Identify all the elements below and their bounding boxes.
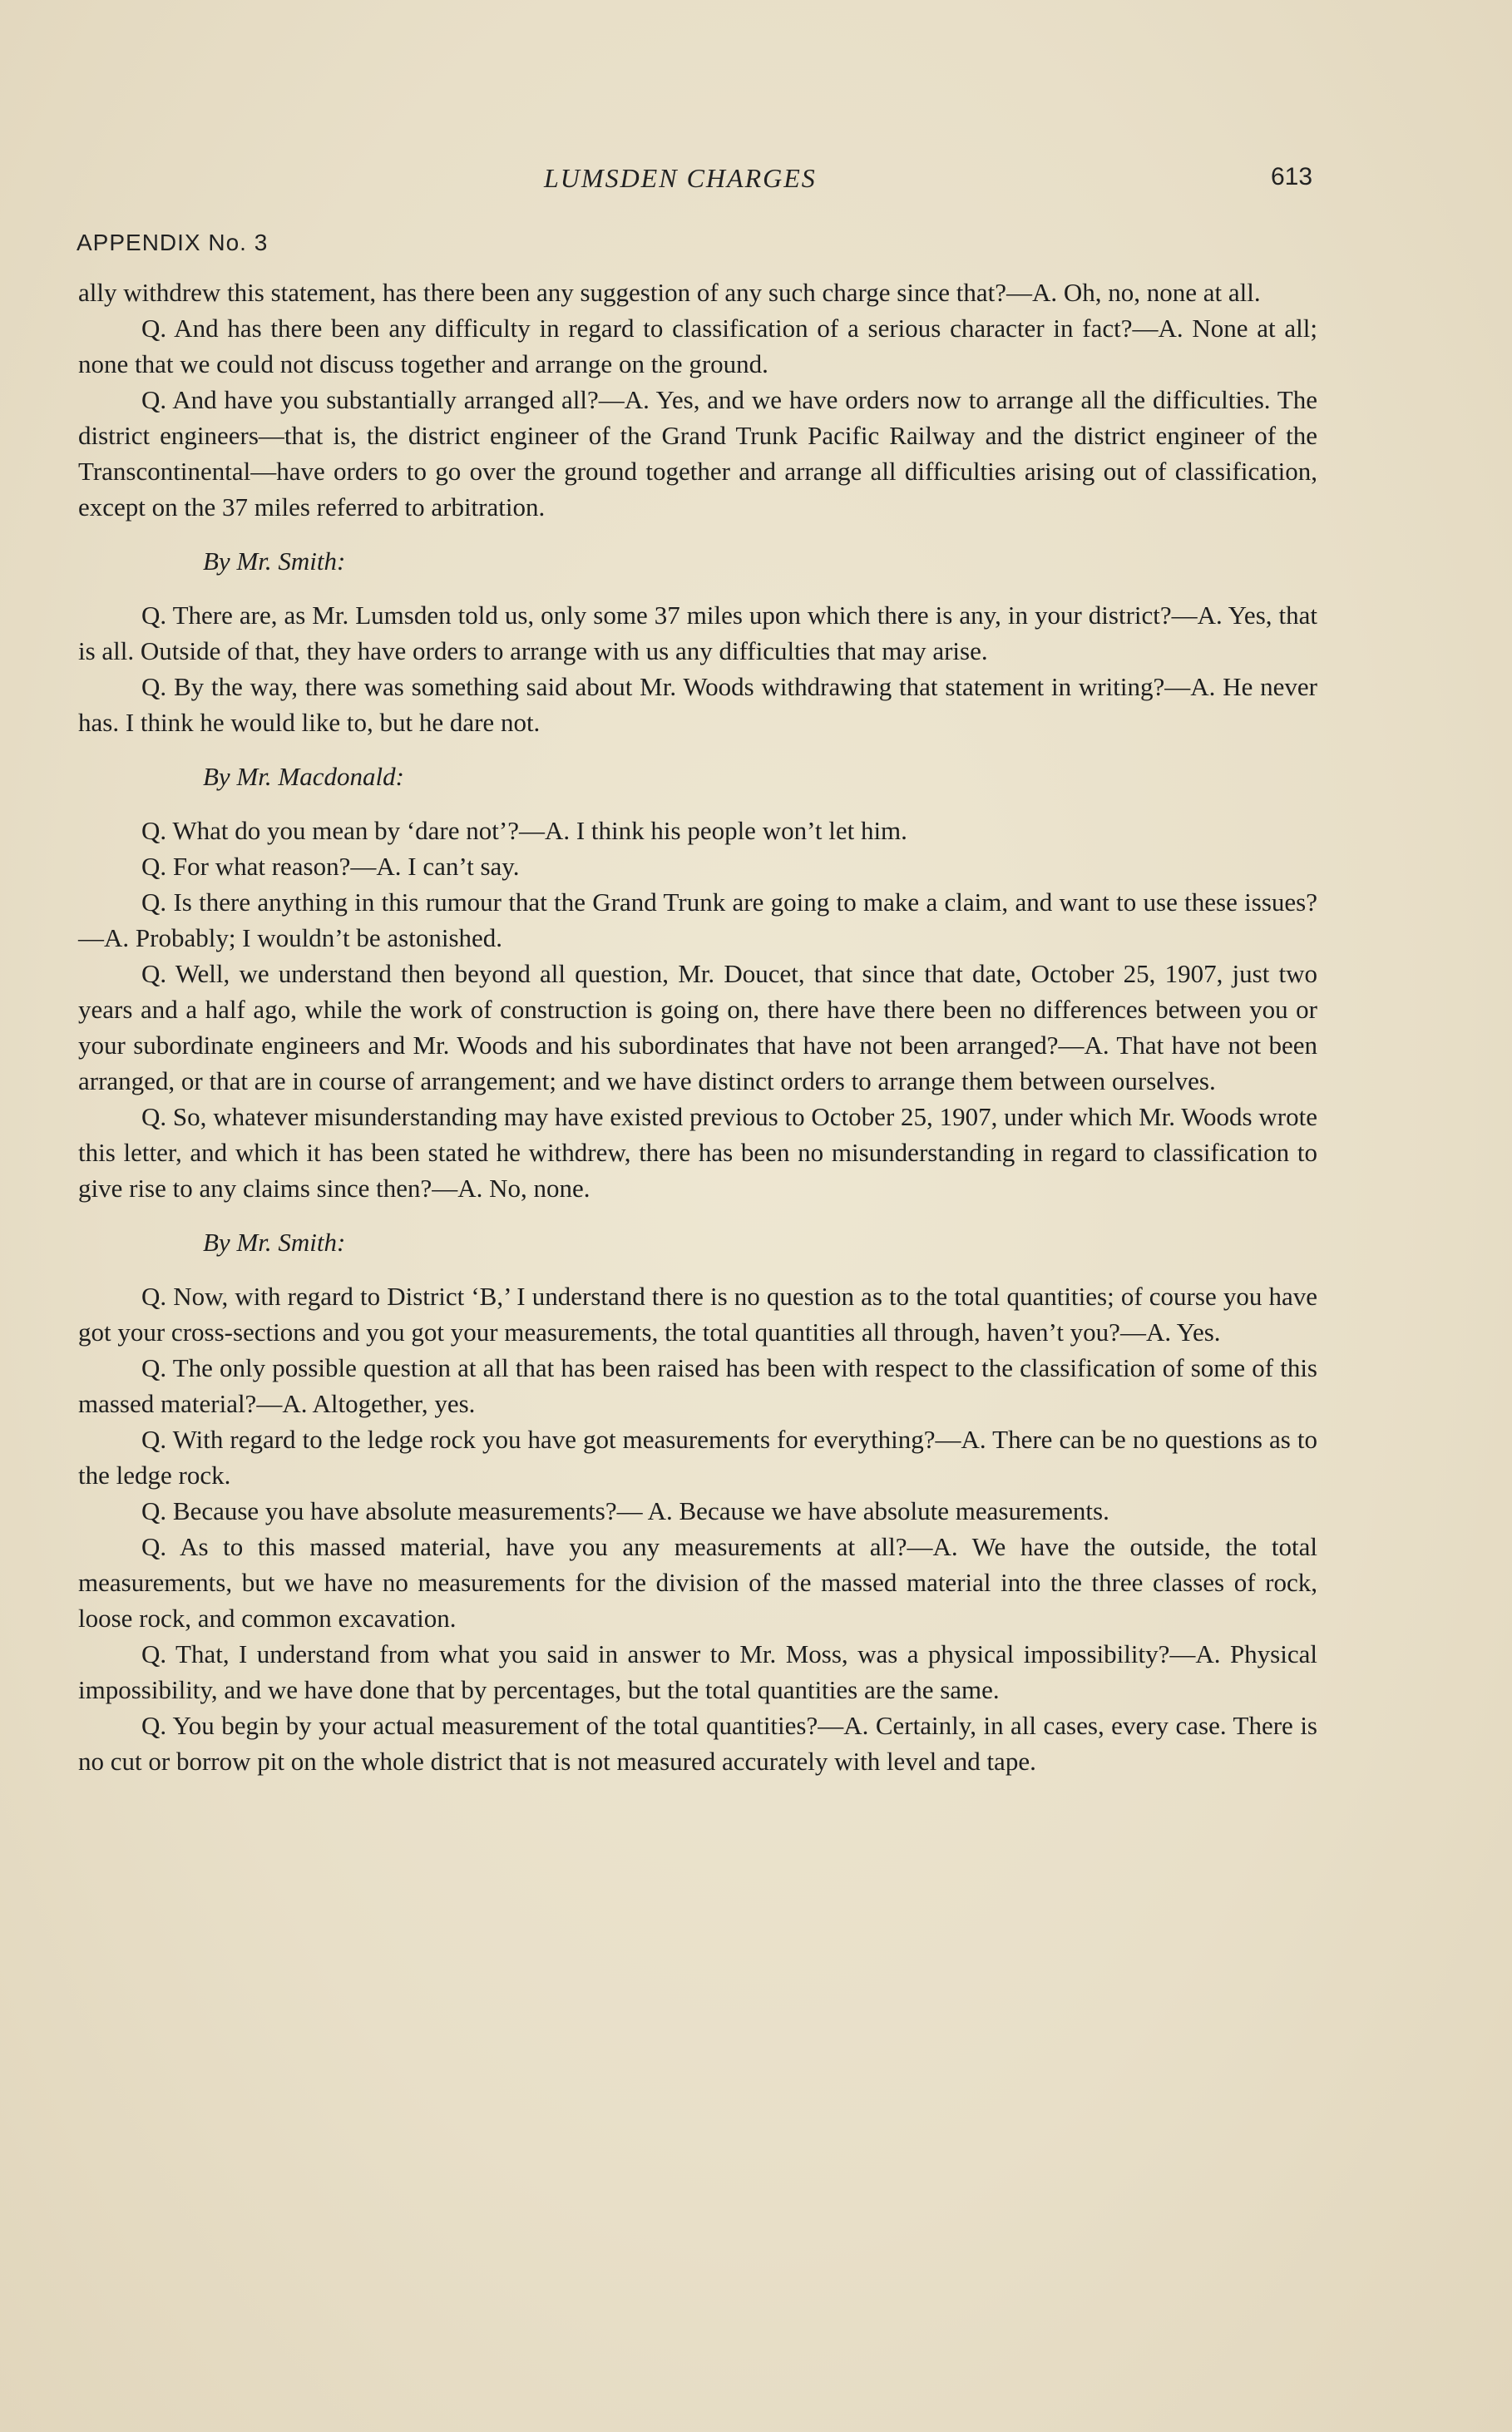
running-title: LUMSDEN CHARGES xyxy=(544,163,817,193)
paragraph: Q. There are, as Mr. Lumsden told us, only some 37 miles upon which there is any, in your district?—A. Yes, that is all. Outside of that, they have orders to arrange with us any difficulties that may arise. xyxy=(78,601,1317,665)
paragraph: Q. Now, with regard to District ‘B,’ I understand there is no question as to the total quantities; of course you have got your cross-sections and you got your measurements, the total quantities all through, haven’t you?—A. Yes. xyxy=(78,1282,1317,1347)
paragraph: Q. As to this massed material, have you any measurements at all?—A. We have the outside, the total measurements, but we have no measurements for the division of the massed material into the three classes of rock, loose rock, and common excavation. xyxy=(78,1532,1317,1633)
paragraph: ally withdrew this statement, has there been any suggestion of any such charge since that?—A. Oh, no, none at all. xyxy=(78,278,1261,307)
paragraph: Q. By the way, there was something said about Mr. Woods withdrawing that statement in writing?—A. He never has. I think he would like to, but he dare not. xyxy=(78,672,1317,737)
paragraph: Q. And have you substantially arranged all?—A. Yes, and we have orders now to arrange all the difficulties. The district engineers—that is, the district engineer of the Grand Trunk Pacific Railway and the district engineer of the Transcontinental—have orders to go over the ground together and arrange all difficulties arising out of classification, except on the 37 miles referred to arbitration. xyxy=(78,385,1317,521)
paragraph: Q. You begin by your actual measurement of the total quantities?—A. Certainly, in all cases, every case. There is no cut or borrow pit on the whole district that is not measured accurately with level and tape. xyxy=(78,1711,1317,1776)
paragraph: Q. Well, we understand then beyond all question, Mr. Doucet, that since that date, October 25, 1907, just two years and a half ago, while the work of construction is going on, there have there been no differences between you or your subordinate engineers and Mr. Woods and his subordinates that have not been arranged?—A. That have not been arranged, or that are in course of arrangement; and we have distinct orders to arrange them between ourselves. xyxy=(78,959,1317,1095)
paragraph: Q. Because you have absolute measurements?— A. Because we have absolute measurements. xyxy=(141,1496,1109,1525)
body-text xyxy=(78,274,1317,1779)
paragraph: Q. Is there anything in this rumour that the Grand Trunk are going to make a claim, and want to use these issues?—A. Probably; I wouldn’t be astonished. xyxy=(78,887,1317,952)
paragraph: Q. For what reason?—A. I can’t say. xyxy=(141,852,520,881)
running-head xyxy=(0,163,1512,200)
speaker-heading: By Mr. Macdonald: xyxy=(203,762,404,791)
paragraph: Q. That, I understand from what you said in answer to Mr. Moss, was a physical impossibility?—A. Physical impossibility, and we have done that by percentages, but the total quantities are the same. xyxy=(78,1639,1317,1704)
paragraph: Q. With regard to the ledge rock you have got measurements for everything?—A. There can be no questions as to the ledge rock. xyxy=(78,1425,1317,1490)
speaker-heading: By Mr. Smith: xyxy=(203,546,346,576)
appendix-label: APPENDIX No. 3 xyxy=(77,230,269,255)
page-number: 613 xyxy=(1271,163,1313,190)
paragraph: Q. What do you mean by ‘dare not’?—A. I think his people won’t let him. xyxy=(141,816,907,845)
paragraph: Q. The only possible question at all that has been raised has been with respect to the classification of some of this massed material?—A. Altogether, yes. xyxy=(78,1353,1317,1418)
speaker-heading: By Mr. Smith: xyxy=(203,1228,346,1257)
paragraph: Q. And has there been any difficulty in regard to classification of a serious character in fact?—A. None at all; none that we could not discuss together and arrange on the ground. xyxy=(78,314,1317,378)
paragraph: Q. So, whatever misunderstanding may have existed previous to October 25, 1907, under which Mr. Woods wrote this letter, and which it has been stated he withdrew, there has been no misunderstanding in regard to classification to give rise to any claims since then?—A. No, none. xyxy=(78,1102,1317,1203)
